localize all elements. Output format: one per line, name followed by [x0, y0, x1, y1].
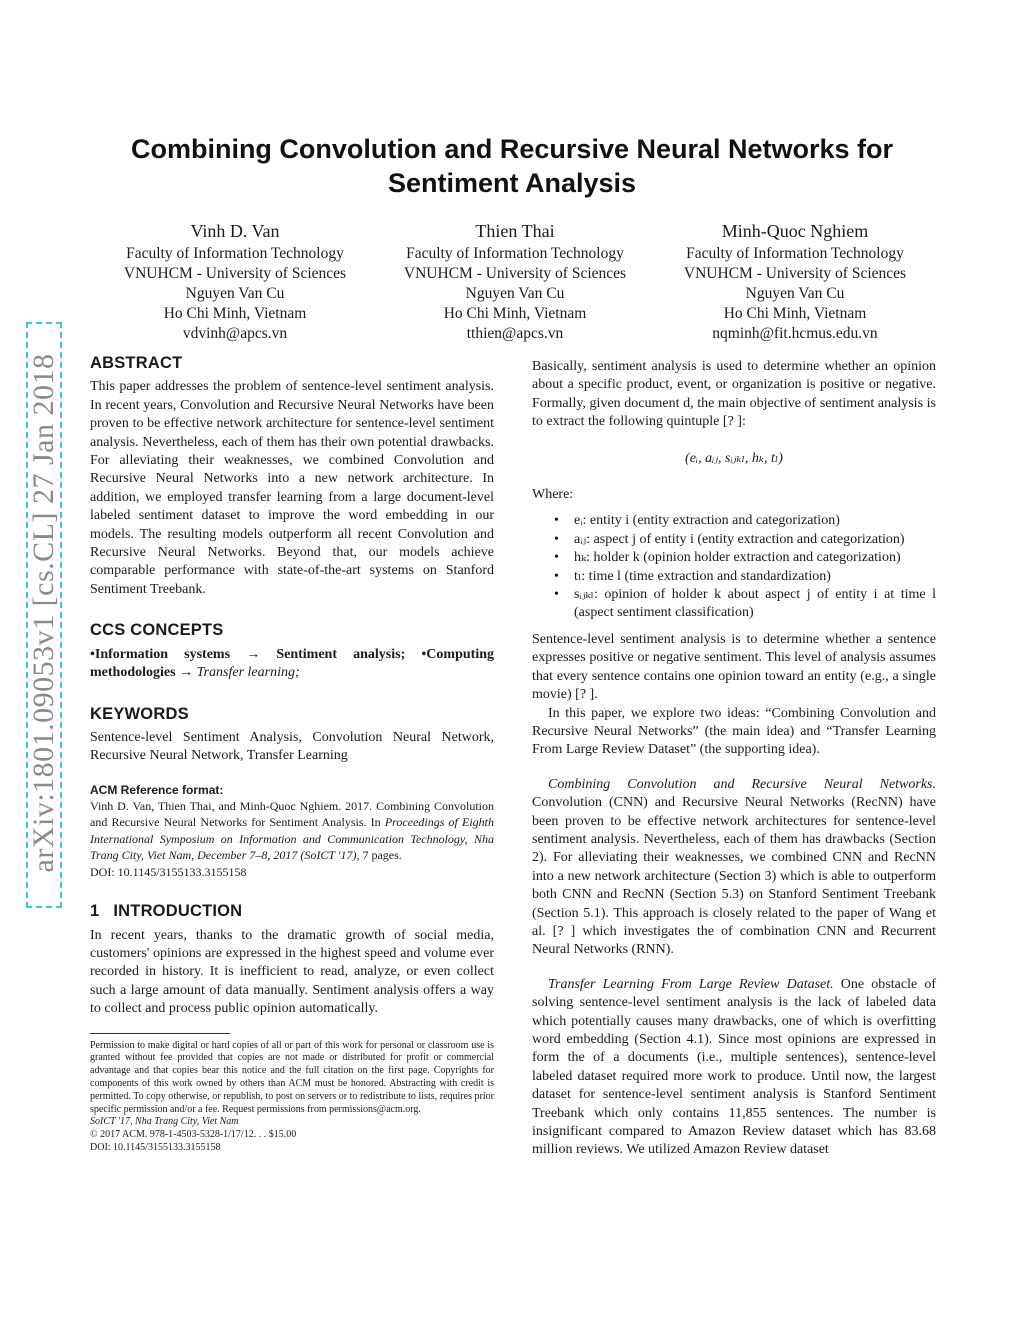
- ccs-part4: Transfer learning;: [196, 665, 300, 681]
- left-column: [90, 354, 494, 1155]
- intro-title: INTRODUCTION: [113, 902, 243, 921]
- combining-paragraph: [532, 776, 936, 960]
- ccs-arrow1: →: [230, 646, 277, 662]
- title-line-2: Sentiment Analysis: [387, 168, 637, 198]
- intro-number: 1: [90, 902, 100, 921]
- list-item: • aᵢⱼ: aspect j of entity i (entity extraction and categorization): [554, 531, 936, 549]
- acm-reference-heading: ACM Reference format:: [90, 782, 224, 797]
- author-1: [95, 218, 375, 344]
- intro-text: In recent years, thanks to the dramatic growth of social media, customers' opinions are expressed in the highest speed and volume ever recorded in history. It is inefficient to read, analyze, or even collect such a large amount of data manually. Sentiment analysis offers a way to collect and process public opinion automatically.: [90, 927, 494, 1017]
- transfer-runin-heading: Transfer Learning From Large Review Dataset.: [548, 976, 834, 992]
- sentence-level-paragraph: Sentence-level sentiment analysis is to determine whether a sentence expresses positive or negative sentiment. This level of analysis assumes that every sentence contains one opinion toward an entity (e.g., a single movie) [? ].: [532, 631, 936, 703]
- author-affiliation: Faculty of Information Technology: [686, 245, 904, 262]
- author-institution: VNUHCM - University of Sciences: [403, 265, 627, 282]
- author-email: vdvinh@apcs.vn: [182, 325, 288, 342]
- copyright-footnote: [90, 1040, 494, 1155]
- keywords-heading: KEYWORDS: [90, 704, 189, 723]
- author-name: Minh-Quoc Nghiem: [721, 221, 869, 241]
- author-affiliation: Faculty of Information Technology: [126, 245, 344, 262]
- ccs-concepts: [90, 646, 494, 683]
- ccs-part2: Sentiment analysis;: [276, 646, 406, 662]
- author-street: Nguyen Van Cu: [465, 285, 565, 302]
- abstract-text: This paper addresses the problem of sentence-level sentiment analysis. In recent years, Convolution and Recursive Neural Networks have been proven to be effective network architecture for sentence-level sentiment analysis. Nevertheless, each of them has their own potential drawbacks. For alleviating their weaknesses, we combined Convolution and Recursive Neural Networks into a new network architecture. In addition, we employed transfer learning from a large document-level labeled sentiment dataset to improve the word embedding in our models. The resulting models outperform all recent Convolution and Recursive Neural Networks. Beyond that, our models achieve comparable performance with state-of-the-art systems on Stanford Sentiment Treebank.: [90, 379, 494, 597]
- footnote-divider: [90, 1033, 230, 1034]
- ccs-heading: CCS CONCEPTS: [90, 621, 224, 640]
- author-institution: VNUHCM - University of Sciences: [683, 265, 907, 282]
- acm-reference: [90, 798, 494, 864]
- ccs-part1: •Information systems: [90, 646, 231, 662]
- footnote-doi: DOI: 10.1145/3155133.3155158: [90, 1142, 221, 1154]
- list-item: • eᵢ: entity i (entity extraction and categorization): [554, 512, 936, 530]
- conference-venue: SoICT '17, Nha Trang City, Viet Nam: [90, 1116, 239, 1128]
- where-label: Where:: [532, 487, 574, 503]
- title-line-1: Combining Convolution and Recursive Neural Networks for: [130, 134, 894, 164]
- transfer-text: One obstacle of solving sentence-level sentiment analysis is the lack of labeled data which potentially causes many drawbacks, one of which is overfitting word embedding (Section 4.1). Since most opinions are expressed in form the of a documents (i.e., multiple sentences), sentence-level labeled dataset required more work to produce. Until now, the largest dataset for sentence-level sentiment analysis is Stanford Sentiment Treebank which only contains 11,855 sentences. The number is insignificant compared to Amazon Review dataset which has 83.68 million reviews. We utilized Amazon Review dataset: [532, 976, 936, 1158]
- ccs-arrow2: →: [175, 665, 197, 681]
- list-item: • tₗ: time l (time extraction and standardization): [554, 568, 936, 586]
- author-affiliation: Faculty of Information Technology: [406, 245, 624, 262]
- author-name: Vinh D. Van: [190, 221, 280, 241]
- author-block: [95, 218, 935, 344]
- intro-paragraph-quintuple: Basically, sentiment analysis is used to determine whether an opinion about a specific product, event, or organization is positive or negative. Formally, given document d, the main objective of sentiment analysis is to extract the following quintuple [? ]:: [532, 359, 936, 430]
- copyright-line: © 2017 ACM. 978-1-4503-5328-1/17/12. . . $15.00: [90, 1129, 297, 1141]
- author-email: nqminh@fit.hcmus.edu.vn: [712, 325, 878, 342]
- list-item: • hₖ: holder k (opinion holder extraction and categorization): [554, 549, 936, 567]
- permission-notice: Permission to make digital or hard copies of all or part of this work for personal or classroom use is granted without fee provided that copies are not made or distributed for profit or commercial advantage and that copies bear this notice and the full citation on the first page. Copyrights for components of this work owned by others than ACM must be honored. Abstracting with credit is permitted. To copy otherwise, or republish, to post on servers or to redistribute to lists, requires prior specific permission and/or a fee. Request permissions from permissions@acm.org.: [90, 1039, 494, 1115]
- author-city: Ho Chi Minh, Vietnam: [443, 305, 587, 322]
- author-street: Nguyen Van Cu: [185, 285, 285, 302]
- quintuple-list: [532, 512, 936, 622]
- acm-ref-authors: Vinh D. Van, Thien Thai, and Minh-Quoc Nghiem. 2017. Combining Convolution and Recursive Neural Networks for Sentiment Analysis. In: [90, 798, 494, 830]
- abstract-heading: ABSTRACT: [90, 354, 183, 372]
- arxiv-identifier: arXiv:1801.09053v1 [cs.CL] 27 Jan 2018: [27, 353, 60, 873]
- transfer-paragraph: [532, 976, 936, 1160]
- author-3: [655, 218, 935, 344]
- author-city: Ho Chi Minh, Vietnam: [163, 305, 307, 322]
- two-ideas-paragraph: In this paper, we explore two ideas: “Combining Convolution and Recursive Neural Networks” (the main idea) and “Transfer Learning From Large Review Dataset” (the supporting idea).: [532, 705, 936, 758]
- combining-runin-heading: Combining Convolution and Recursive Neural Networks.: [548, 776, 936, 792]
- quintuple-formula: (eᵢ, aᵢⱼ, sᵢⱼₖₗ, hₖ, tₗ): [685, 450, 783, 466]
- author-institution: VNUHCM - University of Sciences: [123, 265, 347, 282]
- author-name: Thien Thai: [475, 221, 555, 241]
- paper-title: [100, 132, 924, 200]
- intro-heading: [90, 902, 494, 920]
- right-column: [532, 358, 936, 1160]
- author-email: tthien@apcs.vn: [466, 325, 564, 342]
- keywords-text: Sentence-level Sentiment Analysis, Convolution Neural Network, Recursive Neural Network, Transfer Learning: [90, 729, 494, 764]
- author-2: [375, 218, 655, 344]
- acm-ref-venue: Proceedings of Eighth International Symposium on Information and Communication Technology, Nha Trang City, Viet Nam, December 7–8, 2017 (SoICT '17),: [90, 815, 495, 863]
- acm-ref-doi: DOI: 10.1145/3155133.3155158: [90, 864, 247, 879]
- author-city: Ho Chi Minh, Vietnam: [723, 305, 867, 322]
- combining-text: Convolution (CNN) and Recursive Neural Networks (RecNN) have been proven to be effective network architectures for sentence-level sentiment analysis. Nevertheless, each of them has drawbacks (Section 2). For alleviating their weaknesses, we combined CNN and RecNN into a new network architecture (Section 3) which is able to outperform both CNN and RecNN (Section 5.3) on Stanford Sentiment Treebank (Section 5.1). This approach is closely related to the paper of Wang et al. [? ] which investigates the of combination CNN and Recurrent Neural Networks (RNN).: [532, 795, 936, 958]
- author-street: Nguyen Van Cu: [745, 285, 845, 302]
- acm-ref-pages: 7 pages.: [359, 848, 402, 863]
- ccs-part3: •Computing methodologies: [90, 646, 494, 681]
- list-item: • sᵢⱼₖₗ: opinion of holder k about aspect j of entity i at time l (aspect sentiment classification): [554, 586, 936, 623]
